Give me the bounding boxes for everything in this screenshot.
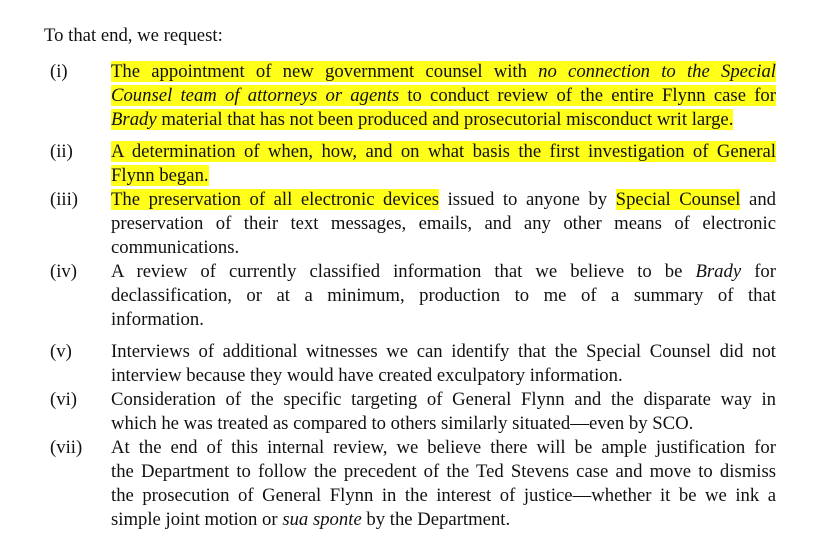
text-line [111,364,776,388]
text-run: preservation of their text messages, emails, and any other means of electronic [111,213,776,234]
text-line [111,60,776,84]
text-run: Brady [695,261,742,282]
highlighted-text: A determination of when, how, and on what basis the first investigation of General [111,141,776,162]
text-run: by the Department. [361,509,511,530]
highlighted-text: Special Counsel [615,189,741,210]
text-line [111,388,776,412]
highlighted-text: The appointment of new government counsel with [111,61,539,82]
text-run: A review of currently classified information that we believe to be [111,261,696,282]
text-run: which he was treated as compared to others similarly situated—even by SCO. [111,413,694,434]
text-line [111,260,776,284]
text-line [111,412,776,436]
text-run: information. [111,309,204,330]
text-run: Consideration of the specific targeting of General Flynn and the disparate way in [111,389,776,410]
highlighted-text: Brady [111,109,157,130]
text-run: the Department to follow the precedent of the Ted Stevens case and move to dismiss [111,461,776,482]
text-run: interview because they would have created exculpatory information. [111,365,623,386]
item-text [111,60,776,132]
item-number: (iii) [50,189,79,210]
highlighted-text: no connection to the Special [538,61,777,82]
item-text [111,388,776,436]
item-text [111,188,776,260]
text-line [111,188,776,212]
item-text [111,436,776,532]
item-number: (v) [50,341,72,362]
item-number: (vi) [50,389,77,410]
text-line [111,508,776,532]
highlighted-text: Counsel team of attorneys or agents [111,85,400,106]
text-run: for [741,261,776,282]
item-text [111,340,776,388]
highlighted-text: Flynn began. [111,165,209,186]
item-number: (vii) [50,437,83,458]
text-run: issued to anyone by [439,189,616,210]
item-number: (iv) [50,261,77,282]
text-line [111,484,776,508]
intro-text: To that end, we request: [44,25,223,46]
text-run: At the end of this internal review, we believe there will be ample justification for [111,437,776,458]
text-run: communications. [111,237,240,258]
highlighted-text: material that has not been produced and prosecutorial misconduct writ large. [156,109,734,130]
highlighted-text: to conduct review of the entire Flynn case for [399,85,776,106]
item-text [111,260,776,332]
text-line [111,308,776,332]
item-text [111,140,776,188]
text-run: sua sponte [282,509,362,530]
text-line [111,212,776,236]
text-line [111,140,776,164]
text-line [111,164,776,188]
item-number: (i) [50,61,68,82]
text-line [111,84,776,108]
item-number: (ii) [50,141,73,162]
highlighted-text: The preservation of all electronic devices [111,189,440,210]
text-run: simple joint motion or [111,509,283,530]
text-line [111,460,776,484]
text-line [111,340,776,364]
text-line [111,108,776,132]
text-run: and [740,189,777,210]
text-line [111,436,776,460]
text-line [111,284,776,308]
text-run: the prosecution of General Flynn in the interest of justice—whether it be we ink a [111,485,776,506]
text-run: Interviews of additional witnesses we can identify that the Special Counsel did not [111,341,776,362]
text-run: declassification, or at a minimum, production to me of a summary of that [111,285,776,306]
text-line [111,236,776,260]
